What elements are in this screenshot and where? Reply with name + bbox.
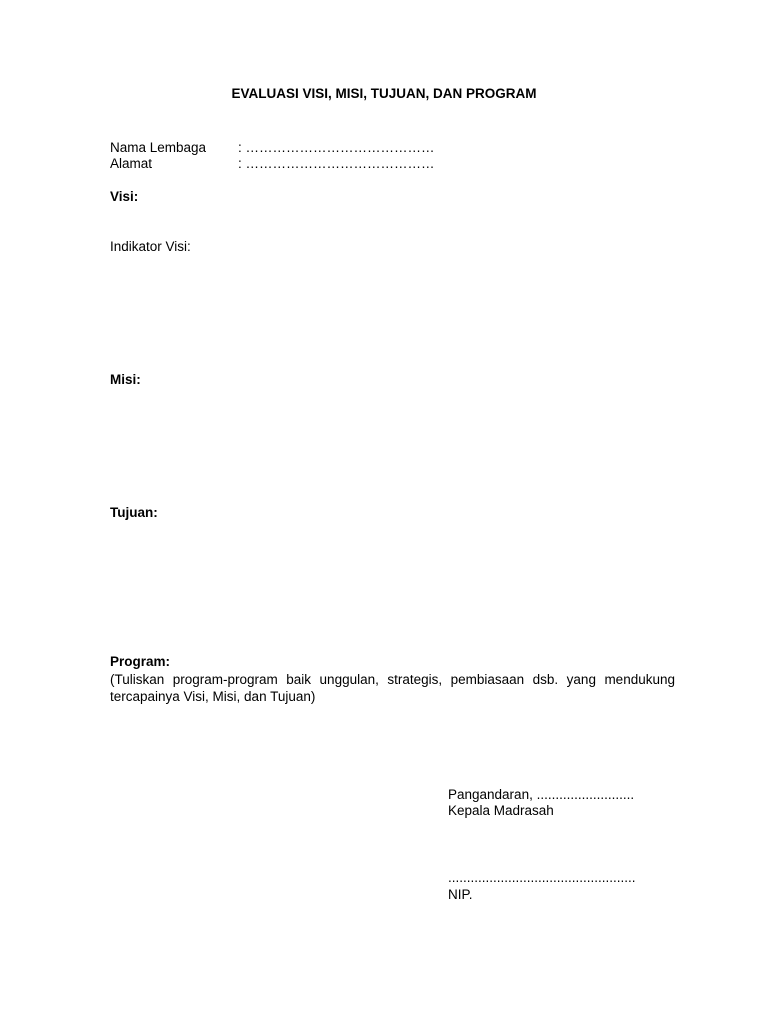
field-value-alamat: : …………………………………… [238,156,435,171]
signature-name-line: .................................................. [448,870,636,885]
program-description: (Tuliskan program-program baik unggulan, strategis, pembiasaan dsb. yang mendukung tercapainya Visi, Misi, dan Tujuan) [110,672,675,704]
section-heading-tujuan: Tujuan: [110,505,158,520]
signature-nip: NIP. [448,887,473,902]
section-heading-program: Program: [110,654,171,669]
document-title: EVALUASI VISI, MISI, TUJUAN, DAN PROGRAM [231,86,537,101]
field-label-nama-lembaga: Nama Lembaga [110,140,207,155]
signature-place-date: Pangandaran, .......................... [448,787,635,802]
section-heading-misi: Misi: [110,372,141,387]
section-heading-indikator-visi: Indikator Visi: [110,239,191,254]
section-heading-visi: Visi: [110,189,139,204]
signature-position: Kepala Madrasah [448,803,554,818]
field-value-nama-lembaga: : …………………………………… [238,140,435,155]
field-label-alamat: Alamat [110,156,153,171]
